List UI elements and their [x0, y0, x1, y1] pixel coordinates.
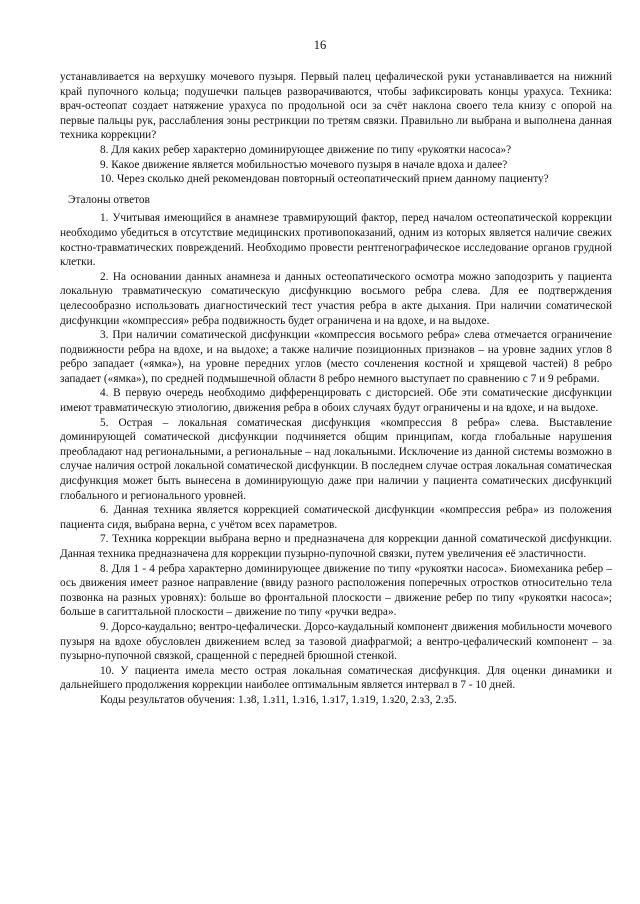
answer-9: 9. Дорсо-каудально; вентро-цефалически. Дорсо-каудальный компонент движения мобильности мочевого пузыря на вдохе обусловлен движением вслед за тазовой диафрагмой; а вентро-цефалический компонент – за пузырно-пупочной связкой, сращенной с передней брюшной стенкой.: [60, 620, 612, 663]
answer-5: 5. Острая – локальная соматическая дисфункция «компрессия 8 ребра» слева. Выставление доминирующей соматической дисфункции подчиняется общим принципам, когда глобальные нарушения преобладают над региональными, а региональные – над локальными. Исключение из данной системы возможно в случае наличия острой локальной соматической дисфункции. В последнем случае острая локальная соматическая дисфункция может быть вынесена в доминирующую даже при наличии у пациента соматических дисфункций глобального и регионального уровней.: [60, 416, 612, 502]
question-8: 8. Для каких ребер характерно доминирующее движение по типу «рукоятки насоса»?: [100, 143, 512, 156]
answer-2: 2. На основании данных анамнеза и данных остеопатического осмотра можно заподозрить у пациента локальную травматическую соматическую дисфункцию восьмого ребра слева. Для ее подтверждения целесообразно использовать диагностический тест участия ребра в акте дыхания. При наличии соматической дисфункции «компрессия» ребра подвижность будет ограничена и на вдохе, и на выдохе.: [60, 270, 612, 327]
answers-heading: Эталоны ответов: [68, 193, 150, 206]
answer-6: 6. Данная техника является коррекцией соматической дисфункции «компрессия ребра» из положения пациента сидя, выбрана верна, с учётом всех параметров.: [60, 504, 612, 531]
answer-3: 3. При наличии соматической дисфункции «компрессия восьмого ребра» слева отмечается ограничение подвижности ребра на вдохе, и на выдохе; а также наличие позиционных признаков – на уровне задних углов 8 ребро западает («ямка»), на уровне передних углов (место сочленения костной и хрящевой частей) 8 ребро западает («ямка»), по средней подмышечной области 8 ребро немного выступает по сравнению с 7 и 9 ребрами.: [60, 329, 612, 385]
answer-8: 8. Для 1 - 4 ребра характерно доминирующее движение по типу «рукоятки насоса». Биомеханика ребер – ось движения имеет разное направление (ввиду разного расположения поперечных отростков относительно тела позвонка на разных уровнях): больше во фронтальной плоскости – движение ребер по типу «рукоятки насоса»; больше в сагиттальной плоскости – движение по типу «ручки ведра».: [60, 562, 612, 619]
answer-4: 4. В первую очередь необходимо дифференцировать с дисторсией. Обе эти соматические дисфункции имеют травматическую этиологию, движения ребра в обоих случаях будут ограничены и на вдохе, и на выдохе.: [60, 387, 612, 415]
answer-7: 7. Техника коррекции выбрана верно и предназначена для коррекции данной соматической дисфункции. Данная техника предназначена для коррекции пузырно-пупочной связки, путем увеличения её эластичности.: [60, 533, 612, 560]
document-body: [60, 70, 612, 708]
answer-10: 10. У пациента имела место острая локальная соматическая дисфункция. Для оценки динамики и дальнейшего продолжения коррекции наиболее оптимальным является интервал в 7 - 10 дней.: [60, 664, 612, 692]
learning-codes: Коды результатов обучения: 1.з8, 1.з11, 1.з16, 1.з17, 1.з19, 1.з20, 2.з3, 2.з5.: [100, 693, 457, 706]
answer-1: 1. Учитывая имеющийся в анамнезе травмирующий фактор, перед началом остеопатической коррекции необходимо убедиться в отсутствие медицинских противопоказаний, одним из которых является наличие свежих костно-травматических повреждений. Необходимо провести рентгенографическое исследование органов грудной клетки.: [60, 212, 612, 269]
page-number: 16: [313, 38, 327, 52]
question-10: 10. Через сколько дней рекомендован повторный остеопатический прием данному пациенту?: [100, 173, 549, 186]
intro-paragraph: устанавливается на верхушку мочевого пузыря. Первый палец цефалической руки устанавливается на нижний край пупочного кольца; подушечки пальцев разворачиваются, чтобы зафиксировать концы урахуса. Техника: врач-остеопат создает натяжение урахуса по продольной оси за счёт наклона своего тела книзу с опорой на первые пальцы рук, расслабления зоны рестрикции по третям связки. Правильно ли выбрана и выполнена данная техника коррекции?: [60, 71, 612, 142]
question-9: 9. Какое движение является мобильностью мочевого пузыря в начале вдоха и далее?: [100, 158, 508, 171]
